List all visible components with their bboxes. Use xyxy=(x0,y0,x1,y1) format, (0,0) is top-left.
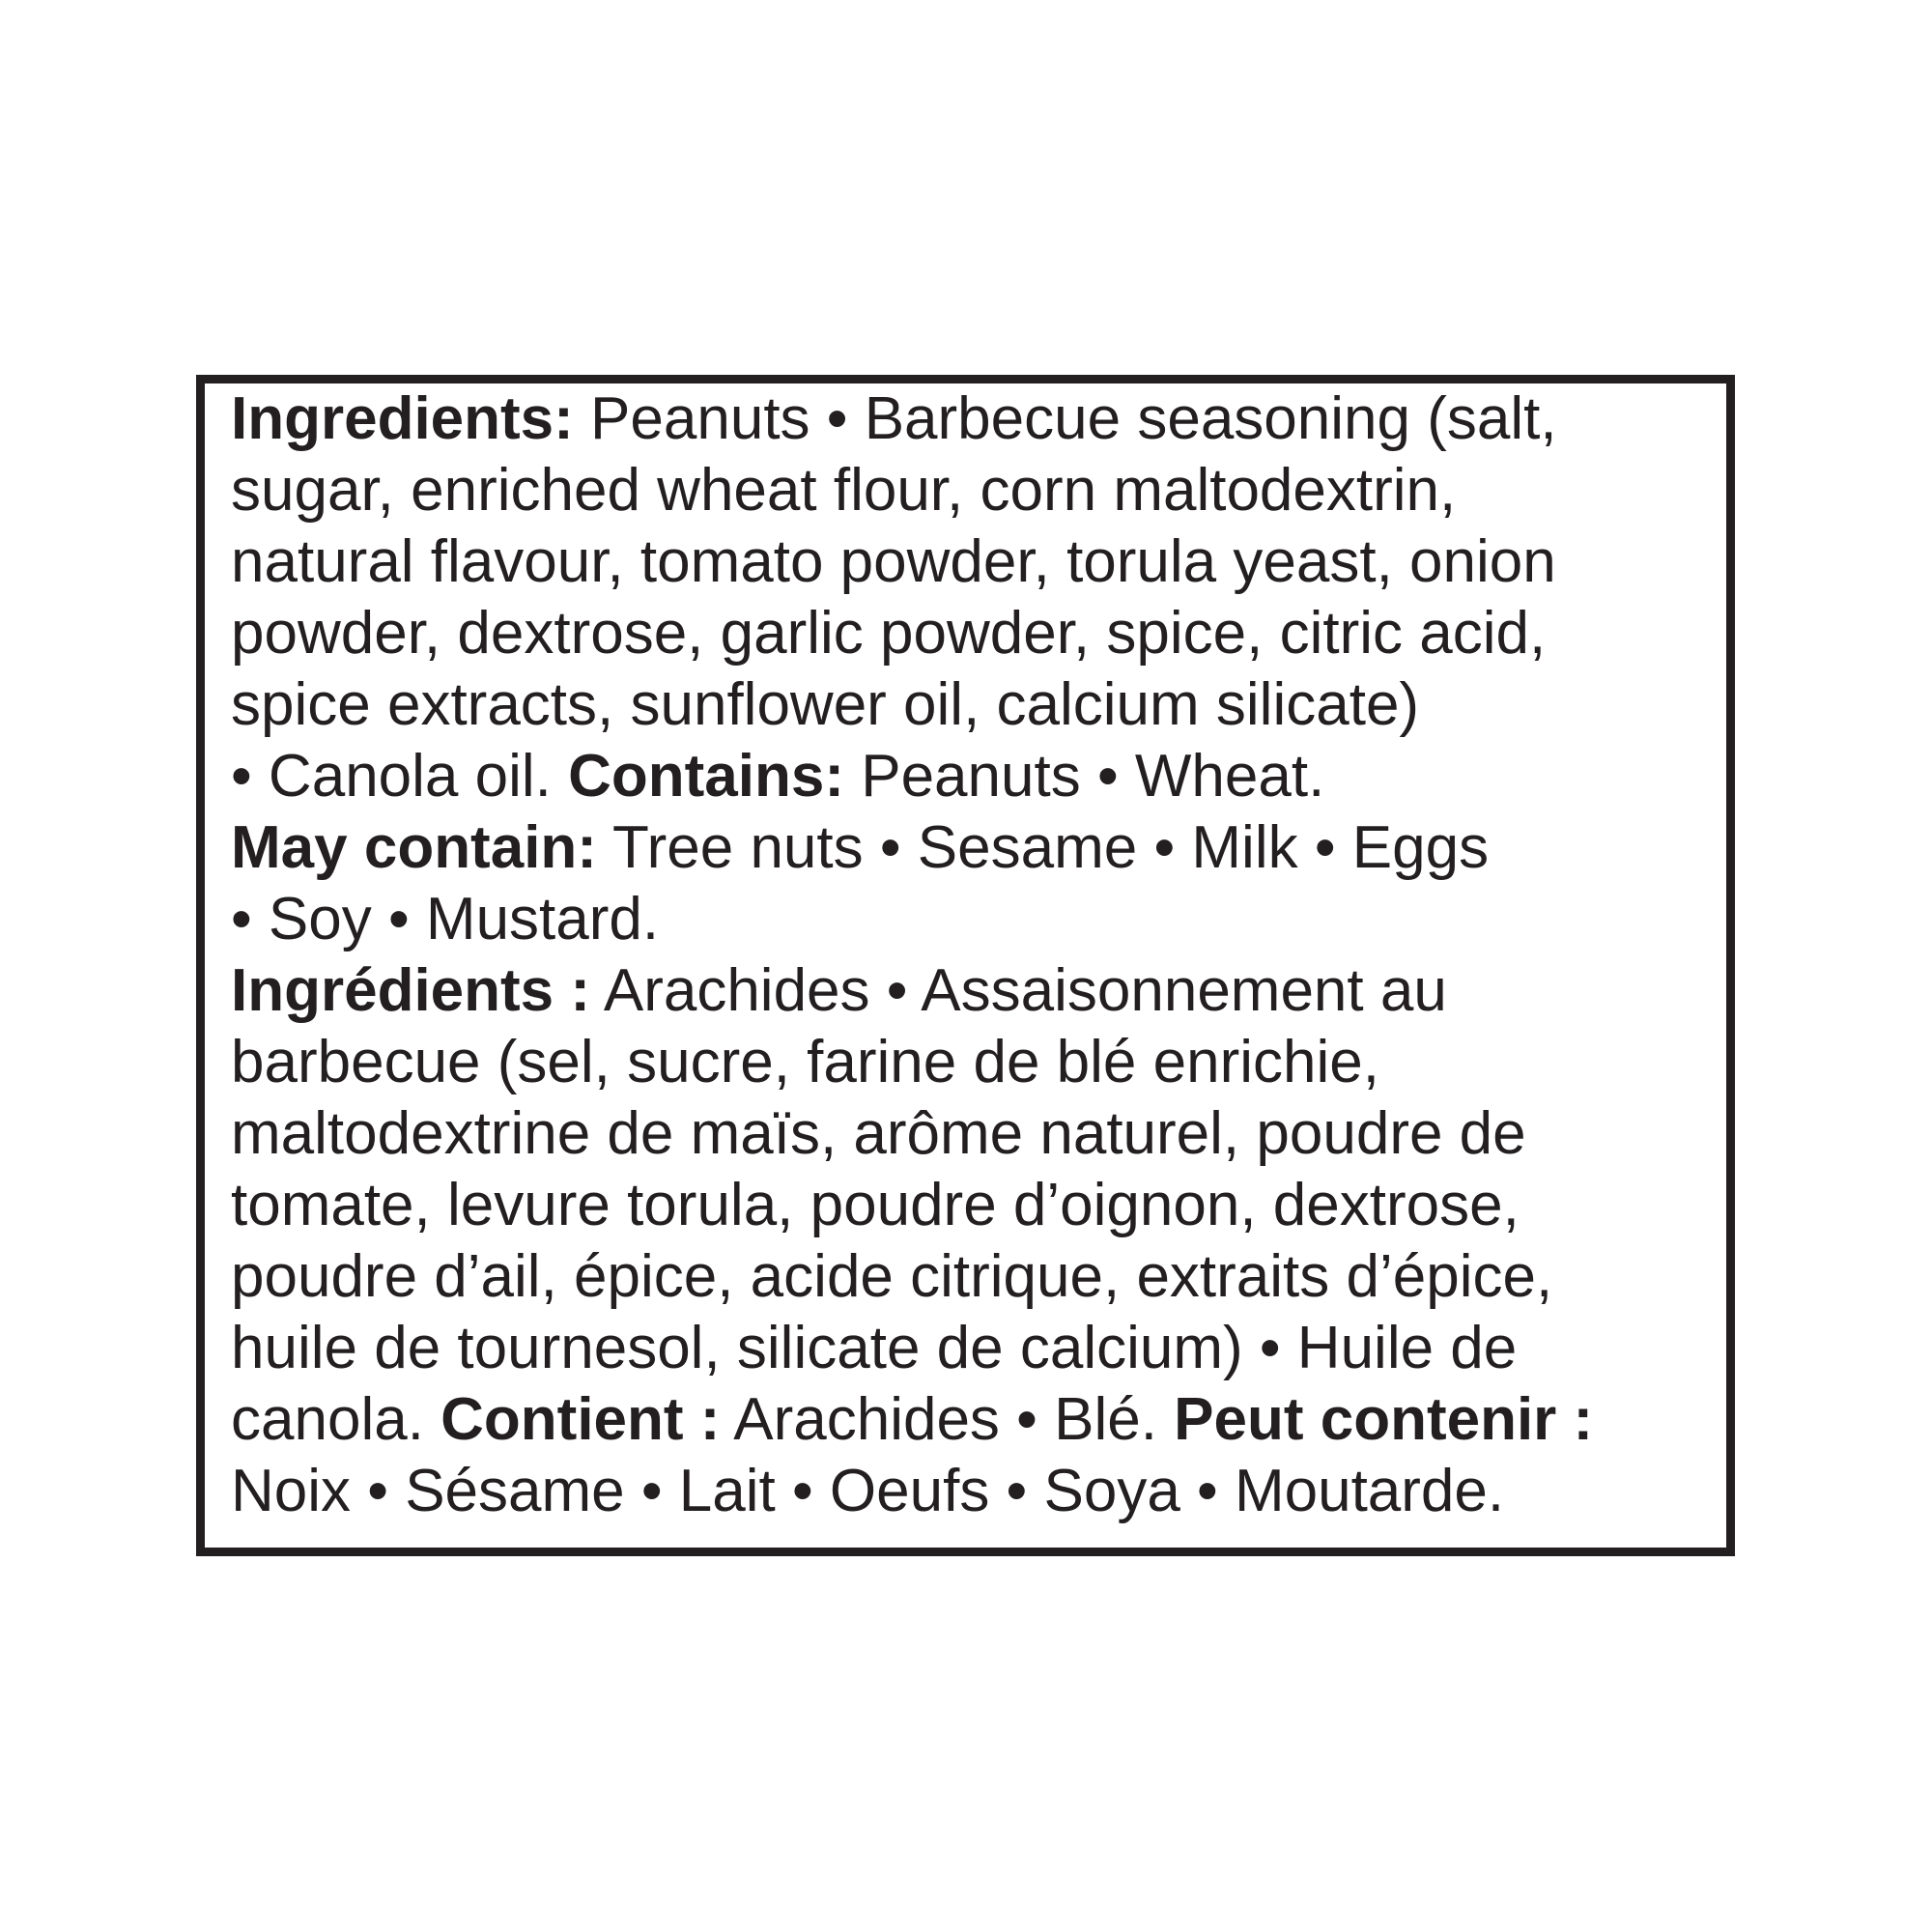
label-line xyxy=(231,1027,1379,1098)
label-line xyxy=(231,384,1557,455)
line-text: tomate, levure torula, poudre d’oignon, dextrose, xyxy=(231,1172,1520,1238)
label-line xyxy=(231,455,1456,526)
heading-contient: Contient : xyxy=(440,1386,721,1453)
line-text: barbecue (sel, sucre, farine de blé enrichie, xyxy=(231,1029,1379,1095)
line-text: Peanuts • Barbecue seasoning (salt, xyxy=(573,385,1557,452)
label-line xyxy=(231,598,1546,669)
label-line xyxy=(231,1384,1593,1456)
line-text: Tree nuts • Sesame • Milk • Eggs xyxy=(596,814,1490,881)
line-text: poudre d’ail, épice, acide citrique, extraits d’épice, xyxy=(231,1243,1553,1310)
line-text: natural flavour, tomato powder, torula yeast, onion xyxy=(231,528,1556,595)
line-text: huile de tournesol, silicate de calcium) • Huile de xyxy=(231,1315,1518,1381)
heading-peut-contenir: Peut contenir : xyxy=(1174,1386,1594,1453)
label-line xyxy=(231,884,659,955)
label-line xyxy=(231,1098,1526,1170)
line-text: Noix • Sésame • Lait • Oeufs • Soya • Moutarde. xyxy=(231,1458,1505,1524)
heading-ingredients: Ingredients: xyxy=(231,385,574,452)
label-line xyxy=(231,1456,1504,1527)
heading-contains: Contains: xyxy=(568,743,844,810)
label-line xyxy=(231,955,1447,1027)
line-text: powder, dextrose, garlic powder, spice, citric acid, xyxy=(231,600,1547,667)
heading-may-contain: May contain: xyxy=(231,814,597,881)
label-line xyxy=(231,812,1489,884)
label-line xyxy=(231,741,1324,812)
line-text: • Canola oil. xyxy=(231,743,569,810)
line-text: Arachides • Blé. xyxy=(720,1386,1175,1453)
label-line xyxy=(231,1170,1520,1241)
line-text: canola. xyxy=(231,1386,441,1453)
line-text: maltodextrine de maïs, arôme naturel, poudre de xyxy=(231,1100,1526,1167)
line-text: Arachides • Assaisonnement au xyxy=(590,957,1447,1024)
line-text: Peanuts • Wheat. xyxy=(844,743,1325,810)
label-line xyxy=(231,526,1556,598)
ingredients-label-box xyxy=(196,375,1735,1556)
label-line xyxy=(231,669,1419,741)
heading-ingredients-fr: Ingrédients : xyxy=(231,957,591,1024)
line-text: • Soy • Mustard. xyxy=(231,886,660,952)
label-line xyxy=(231,1313,1517,1384)
line-text: sugar, enriched wheat flour, corn maltodextrin, xyxy=(231,457,1457,524)
label-line xyxy=(231,1241,1552,1313)
line-text: spice extracts, sunflower oil, calcium silicate) xyxy=(231,671,1420,738)
